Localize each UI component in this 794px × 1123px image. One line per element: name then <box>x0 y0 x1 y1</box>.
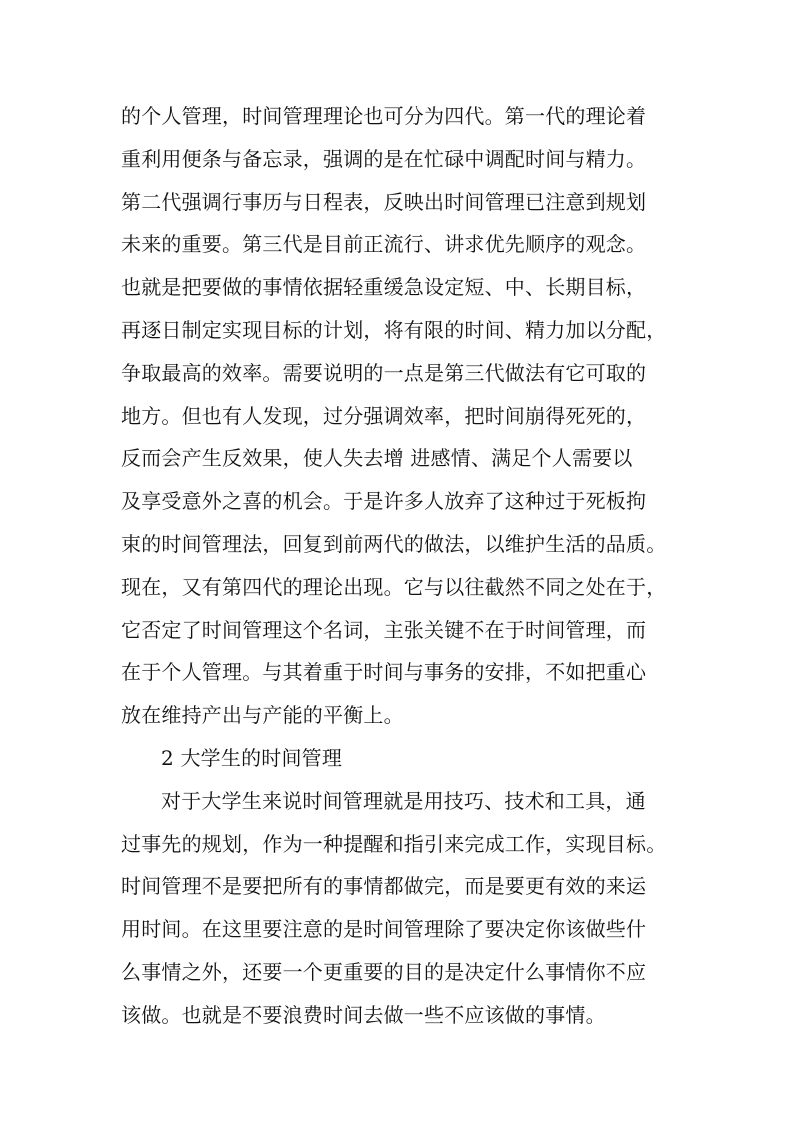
text-line: 也就是把要做的事情依据轻重缓急设定短、中、长期目标， <box>121 275 647 300</box>
text-line: 再逐日制定实现目标的计划，将有限的时间、精力加以分配， <box>121 317 667 342</box>
text-line: 争取最高的效率。需要说明的一点是第三代做法有它可取的 <box>121 360 647 385</box>
body-text <box>121 95 681 1037</box>
text-line: 放在维持产出与产能的平衡上。 <box>121 703 404 728</box>
text-line: 及享受意外之喜的机会。于是许多人放弃了这种过于死板拘 <box>121 489 647 514</box>
text-line: 的个人管理，时间管理理论也可分为四代。第一代的理论着 <box>121 104 647 128</box>
text-line: 在于个人管理。与其着重于时间与事务的安排，不如把重心 <box>121 660 647 685</box>
text-line: 该做。也就是不要浪费时间去做一些不应该做的事情。 <box>121 1002 606 1027</box>
text-line: 现在，又有第四代的理论出现。它与以往截然不同之处在于， <box>121 574 667 599</box>
text-line: 第二代强调行事历与日程表，反映出时间管理已注意到规划 <box>121 189 647 214</box>
text-line: 时间管理不是要把所有的事情都做完，而是要更有效的来运 <box>121 874 647 899</box>
text-line: 它否定了时间管理这个名词，主张关键不在于时间管理，而 <box>121 617 647 642</box>
text-line: 过事先的规划，作为一种提醒和指引来完成工作，实现目标。 <box>121 831 667 856</box>
text-line: 未来的重要。第三代是目前正流行、讲求优先顺序的观念。 <box>121 232 647 257</box>
text-line: 束的时间管理法，回复到前两代的做法，以维护生活的品质。 <box>121 531 667 556</box>
section-heading: 2 大学生的时间管理 <box>161 745 343 770</box>
text-line: 地方。但也有人发现，过分强调效率，把时间崩得死死的， <box>121 403 647 428</box>
text-line: 重利用便条与备忘录，强调的是在忙碌中调配时间与精力。 <box>121 146 647 171</box>
text-line: 对于大学生来说时间管理就是用技巧、技术和工具，通 <box>161 788 646 813</box>
text-line: 反而会产生反效果，使人失去增 进感情、满足个人需要以 <box>121 446 633 471</box>
text-line: 用时间。在这里要注意的是时间管理除了要决定你该做些什 <box>121 917 647 942</box>
text-line: 么事情之外，还要一个更重要的目的是决定什么事情你不应 <box>121 959 647 984</box>
